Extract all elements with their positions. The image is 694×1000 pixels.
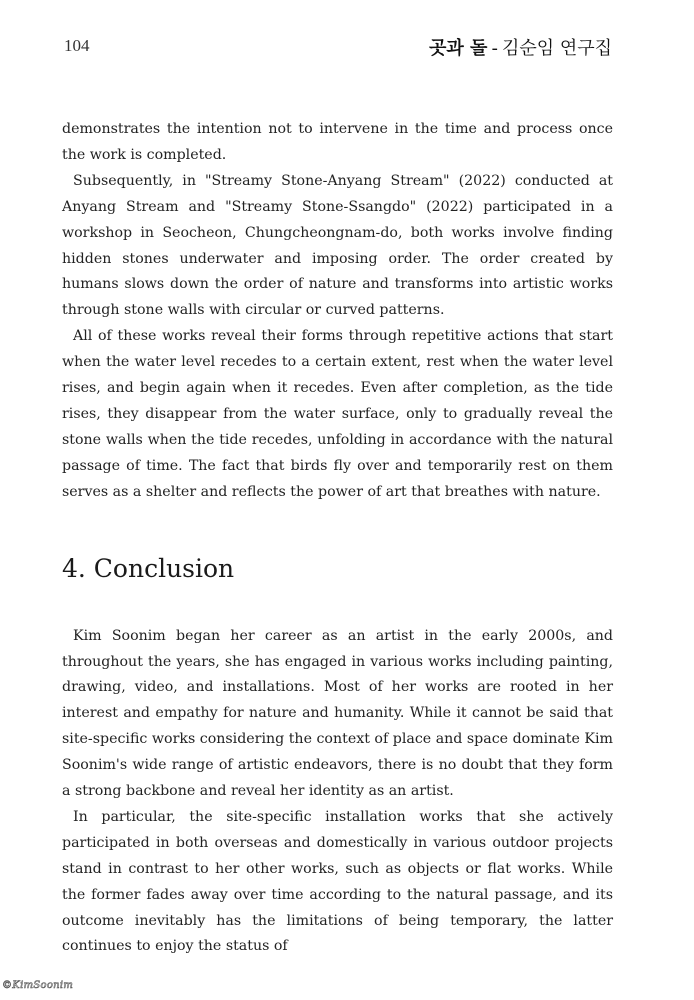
body-paragraph: Subsequently, in "Streamy Stone-Anyang Stream" (2022) conducted at Anyang Stream and "Streamy Stone-Ssangdo" (2022) participated in a workshop in Seocheon, Chungcheongnam-do, both works involve finding hidden stones underwater and imposing order. The order created by humans slows down the order of nature and transforms into artistic works through stone walls with circular or curved patterns. <box>62 172 613 319</box>
book-title: 곳과 돌 <box>429 38 488 59</box>
section-heading: 4. Conclusion <box>62 553 235 583</box>
body-paragraph: All of these works reveal their forms through repetitive actions that start when the water level recedes to a certain extent, rest when the water level rises, and begin again when it recedes. Even after completion, as the tide rises, they disappear from the water surface, only to gradually reveal the stone walls when the tide recedes, unfolding in accordance with the natural passage of time. The fact that birds fly over and temporarily rest on them serves as a shelter and reflects the power of art that breathes with nature. <box>62 328 613 500</box>
page-body <box>62 117 613 960</box>
header-separator: - <box>491 38 498 59</box>
book-subtitle: 김순임 연구집 <box>501 38 612 59</box>
body-paragraph: demonstrates the intention not to intervene in the time and process once the work is completed. <box>62 121 613 163</box>
body-paragraph: Kim Soonim began her career as an artist in the early 2000s, and throughout the years, she has engaged in various works including painting, drawing, video, and installations. Most of her works are rooted in her interest and empathy for nature and humanity. While it cannot be said that site-specific works considering the context of place and space dominate Kim Soonim's wide range of artistic endeavors, there is no doubt that they form a strong backbone and reveal her identity as an artist. <box>62 627 613 800</box>
running-header <box>429 34 612 60</box>
copyright-watermark: ©KimSoonim <box>2 980 74 991</box>
body-paragraph: In particular, the site-specific installation works that she actively participated in both overseas and domestically in various outdoor projects stand in contrast to her other works, such as objects or flat works. While the former fades away over time according to the natural passage, and its outcome inevitably has the limitations of being temporary, the latter continues to enjoy the status of <box>62 808 613 955</box>
page-number: 104 <box>64 36 90 55</box>
